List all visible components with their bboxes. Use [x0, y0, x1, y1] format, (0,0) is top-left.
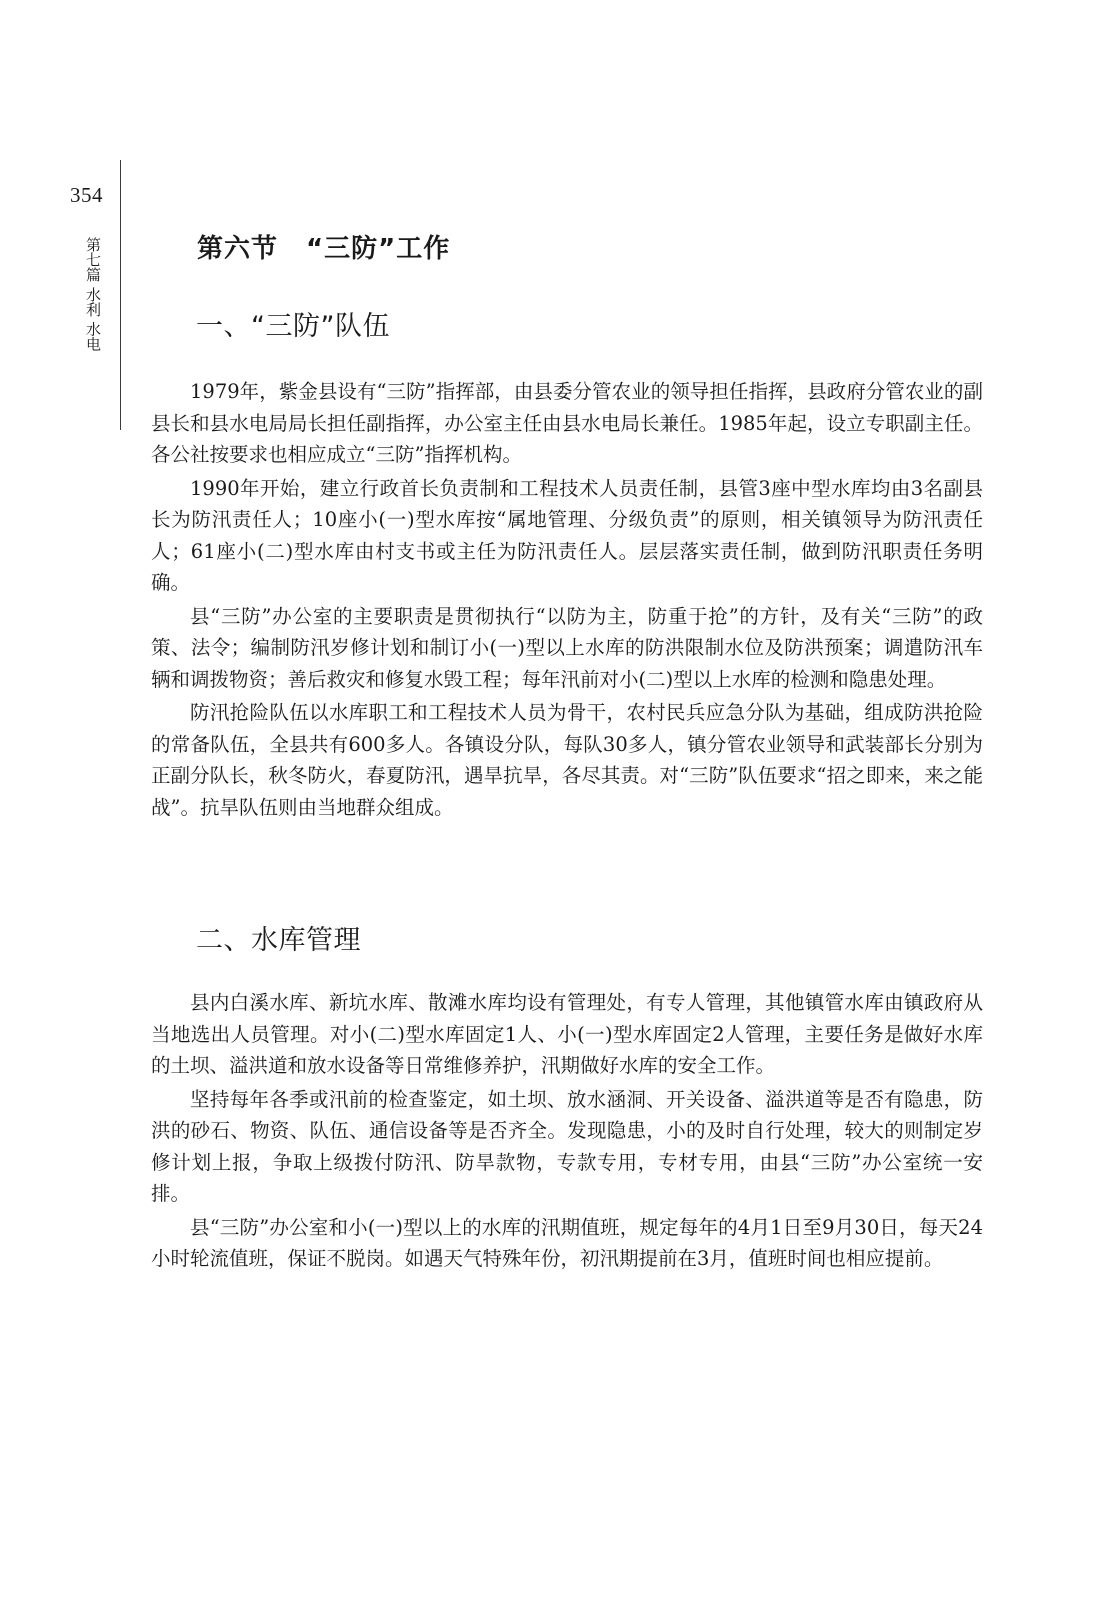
- subheading-teams: 一、“三防”队伍: [196, 311, 390, 342]
- subheading-reservoir: 二、水库管理: [196, 925, 361, 956]
- section-title-text: “三防”工作: [306, 234, 451, 264]
- paragraph: 县“三防”办公室的主要职责是贯彻执行“以防为主，防重于抢”的方针，及有关“三防”的政策、法令；编制防汛岁修计划和制订小(一)型以上水库的防洪限制水位及防洪预案；调遣防汛车辆和调拨物资；善后救灾和修复水毁工程；每年汛前对小(二)型以上水库的检测和隐患处理。: [151, 604, 983, 691]
- paragraph: 县“三防”办公室和小(一)型以上的水库的汛期值班，规定每年的4月1日至9月30日，每天24小时轮流值班，保证不脱岗。如遇天气特殊年份，初汛期提前在3月，值班时间也相应提前。: [151, 1215, 983, 1270]
- paragraph: 1979年，紫金县设有“三防”指挥部，由县委分管农业的领导担任指挥，县政府分管农业的副县长和县水电局局长担任副指挥，办公室主任由县水电局长兼任。1985年起，设立专职副主任。各公社按要求也相应成立“三防”指挥机构。: [151, 380, 983, 466]
- paragraph: 坚持每年各季或汛前的检查鉴定，如土坝、放水涵洞、开关设备、溢洪道等是否有隐患，防洪的砂石、物资、队伍、通信设备等是否齐全。发现隐患，小的及时自行处理，较大的则制定岁修计划上报，争取上级拨付防汛、防旱款物，专款专用，专材专用，由县“三防”办公室统一安排。: [151, 1087, 983, 1205]
- body-teams: [151, 376, 983, 823]
- paragraph: 防汛抢险队伍以水库职工和工程技术人员为骨干，农村民兵应急分队为基础，组成防洪抢险的常备队伍，全县共有600多人。各镇设分队，每队30多人，镇分管农业领导和武装部长分别为正副分队长，秋冬防火，春夏防汛，遇旱抗旱，各尽其责。对“三防”队伍要求“招之即来，来之能战”。抗旱队伍则由当地群众组成。: [151, 701, 983, 819]
- section-title: [197, 228, 450, 265]
- paragraph: 1990年开始，建立行政首长负责制和工程技术人员责任制，县管3座中型水库均由3名副县长为防汛责任人；10座小(一)型水库按“属地管理、分级负责”的原则，相关镇领导为防汛责任人；61座小(二)型水库由村支书或主任为防汛责任人。层层落实责任制，做到防汛职责任务明确。: [151, 476, 983, 594]
- page-number: 354: [70, 183, 103, 207]
- paragraph: 县内白溪水库、新坑水库、散滩水库均设有管理处，有专人管理，其他镇管水库由镇政府从当地选出人员管理。对小(二)型水库固定1人、小(一)型水库固定2人管理，主要任务是做好水库的土坝、溢洪道和放水设备等日常维修养护，汛期做好水库的安全工作。: [151, 991, 983, 1077]
- margin-rule: [120, 160, 121, 430]
- running-head: 第七篇 水利 水电: [84, 237, 102, 352]
- section-label: 第六节: [197, 234, 279, 264]
- body-reservoir: [151, 987, 983, 1275]
